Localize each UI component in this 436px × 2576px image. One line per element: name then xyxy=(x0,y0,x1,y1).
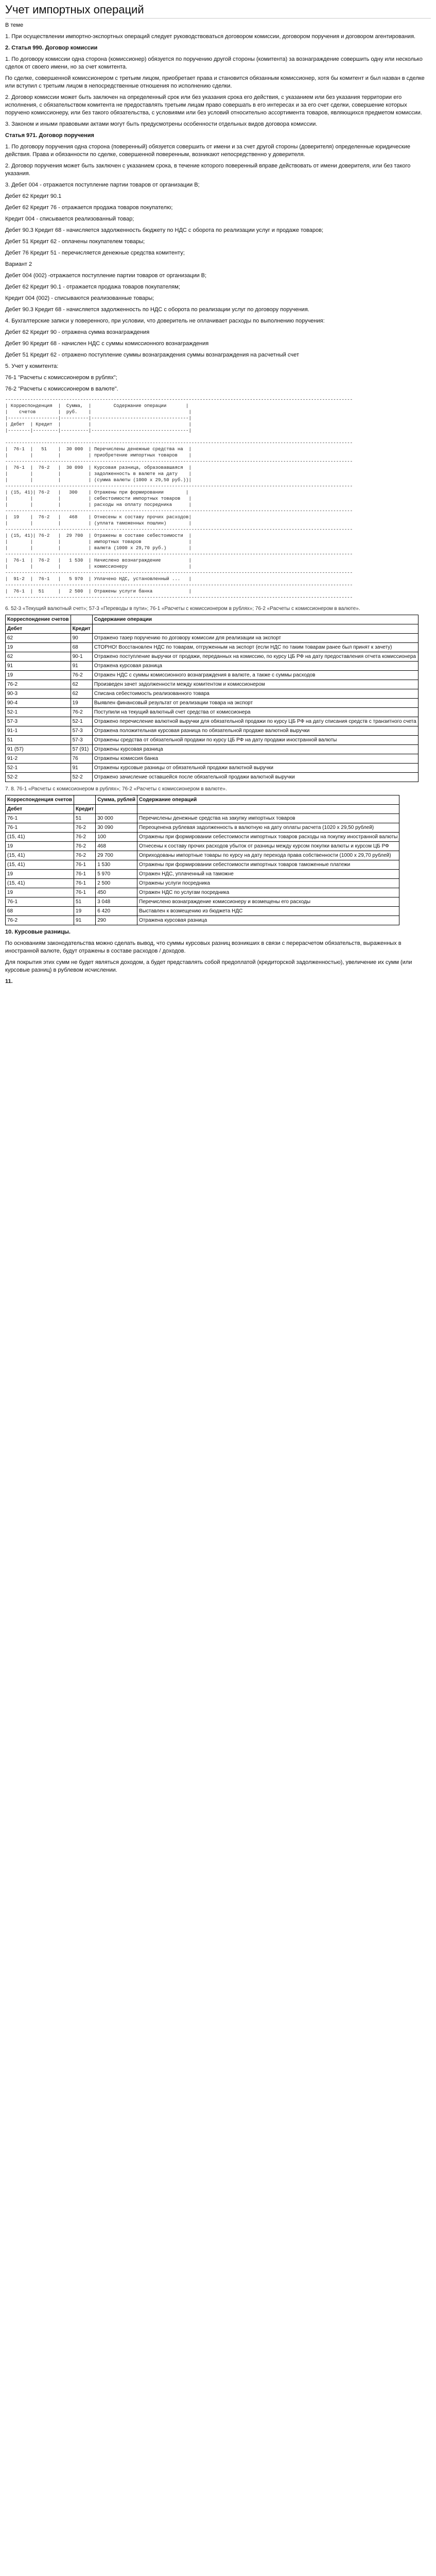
table-cell: 91 (57) xyxy=(6,745,71,754)
table-cell: 52-2 xyxy=(71,773,92,782)
table-cell: 76 xyxy=(71,754,92,764)
table-cell: Отражен НДС с суммы комиссионного вознаграждения в валюте, а также с суммы расходов xyxy=(92,671,418,680)
table-cell: 19 xyxy=(6,842,74,851)
table-row xyxy=(6,662,418,671)
table-cell: 30 090 xyxy=(96,823,137,833)
table-row xyxy=(6,708,418,717)
table-cell: Оприходованы импортные товары по курсу на дату перехода права собственности (1000 х 29,70 рублей) xyxy=(137,851,399,860)
table-cell: 76-2 xyxy=(74,842,96,851)
table-subheader xyxy=(92,624,418,634)
table-cell: 51 xyxy=(74,814,96,823)
table1-intro: 6. 52-3 «Текущий валютный счет»; 57-3 «Переводы в пути»; 76-1 «Расчеты с комиссионером в рублях»; 76-2 «Расчеты с комиссионером в валюте». xyxy=(5,606,360,612)
table-cell: 290 xyxy=(96,916,137,925)
paragraph: 5. Учет у комитента: xyxy=(5,363,59,369)
ascii-posting-table: ----------------------------------------------------------------------------------------------------------------------------- | Корреспонденция | Сумма, | Содержание операции | | счетов | руб. | | |------------------|----------|-----------------------------------| | Дебет | Кредит | | | |--------|---------|----------|-----------------------------------| ----------------------------------------------------------------------------------------------------------------------------- | 76-1 | 51 | 30 000 | Перечислены денежные средства на | | | | | приобретение импортных товаров | ----------------------------------------------------------------------------------------------------------------------------- | 76-1 | 76-2 | 30 090 | Курсовая разница, образовавшаяся | | | | | задолженность в валюте на дату | | | | | (сумма валюты (1000 х 29,50 руб.))| ----------------------------------------------------------------------------------------------------------------------------- | (15, 41)| 76-2 | 300 | Отражены при формировании | | | | | себестоимости импортных товаров | | | | | расходы на оплату посредника | ----------------------------------------------------------------------------------------------------------------------------- | 19 | 76-2 | 468 | Отнесены к составу прочих расходов| | | | | (уплата таможенных пошлин) | ----------------------------------------------------------------------------------------------------------------------------- | (15, 41)| 76-2 | 29 700 | Отражены в составе себестоимости | | | | | импортных товаров | | | | | валюта (1000 x 29,70 руб.) | ----------------------------------------------------------------------------------------------------------------------------- | 76-1 | 76-2 | 1 530 | Начислено вознаграждение | | | | | комиссионеру | ----------------------------------------------------------------------------------------------------------------------------- | 91-2 | 76-1 | 5 970 | Уплачено НДС, установленный ... | ----------------------------------------------------------------------------------------------------------------------------- | 76-1 | 51 | 2 500 | Отражены услуги банка | ----------------------------------------------------------------------------------------------------------------------------- xyxy=(5,397,353,600)
table-cell: СТОРНО! Восстановлен НДС по товарам, отгруженным на экспорт (если НДС по таким товарам ранее был принят к зачету) xyxy=(92,643,418,652)
paragraph: В теме xyxy=(5,22,24,28)
table-row xyxy=(6,764,418,773)
table-cell: Отражен НДС, уплаченный на таможне xyxy=(137,870,399,879)
table-cell: Произведен зачет задолженности между комитентом и комиссионером xyxy=(92,680,418,689)
table-cell: 62 xyxy=(71,680,92,689)
table-row xyxy=(6,643,418,652)
table-cell: (15, 41) xyxy=(6,860,74,870)
table-cell: Выявлен финансовый результат от реализации товара на экспорт xyxy=(92,699,418,708)
table-subheader: Кредит xyxy=(71,624,92,634)
document-tail xyxy=(5,928,431,986)
table-cell: Отражена положительная курсовая разница по обязательной продаже валютной выручки xyxy=(92,726,418,736)
paragraph: Дебет 62 Кредит 90.1 xyxy=(5,193,62,199)
section-heading: 10. Курсовые разницы. xyxy=(5,929,71,935)
table-cell: Отражены курсовые разницы от обязательной продажи валютной выручки xyxy=(92,764,418,773)
table-cell: 19 xyxy=(6,870,74,879)
table-cell: 52-1 xyxy=(6,708,71,717)
table-cell: 5 970 xyxy=(96,870,137,879)
table-row xyxy=(6,680,418,689)
table-cell: (15, 41) xyxy=(6,851,74,860)
table-cell: 57-3 xyxy=(6,717,71,726)
table-cell: 91 xyxy=(74,916,96,925)
paragraph: По основаниям законодательства можно сделать вывод, что суммы курсовых разниц возникших в связи с перерасчетом обязательств, выраженных в иностранной валюте, будут отражены в составе расходов / доходов. xyxy=(5,940,402,954)
table-cell: 91-2 xyxy=(6,754,71,764)
table-cell: 62 xyxy=(71,689,92,699)
table-cell: 76-2 xyxy=(74,833,96,842)
table-row xyxy=(6,870,399,879)
table-cell: Отражена курсовая разница xyxy=(92,662,418,671)
paragraph: 1. При осуществлении импортно-экспортных операций следует руководствоваться договором комиссии, договором поручения и договором агентирования. xyxy=(5,33,416,40)
table-cell: 76-1 xyxy=(6,814,74,823)
table-row xyxy=(6,823,399,833)
table-header: Содержание операций xyxy=(137,795,399,805)
table-cell: Отражены при формировании себестоимости импортных товаров расходы на покупку иностранной валюты xyxy=(137,833,399,842)
table-row xyxy=(6,888,399,897)
page-title: Учет импортных операций xyxy=(5,3,431,19)
table-cell: 19 xyxy=(6,888,74,897)
table-row xyxy=(6,754,418,764)
table-cell: (15, 41) xyxy=(6,833,74,842)
table-row xyxy=(6,671,418,680)
table-cell: Отражены комиссия банка xyxy=(92,754,418,764)
table-row xyxy=(6,814,399,823)
table-cell: Отражены средства от обязательной продажи по курсу ЦБ РФ на дату продажи иностранной валюты xyxy=(92,736,418,745)
paragraph: 76-2 "Расчеты с комиссионером в валюте". xyxy=(5,386,118,392)
table-cell: 29 700 xyxy=(96,851,137,860)
paragraph: Вариант 2 xyxy=(5,261,32,267)
table-cell: 90-1 xyxy=(71,652,92,662)
section-heading: Статья 971. Договор поручения xyxy=(5,132,94,139)
table-row xyxy=(6,699,418,708)
table-cell: Отражено поступление выручки от продажи, переданных на комиссию, по курсу ЦБ РФ на дату предоставления отчета комиссионера xyxy=(92,652,418,662)
table-cell: 62 xyxy=(6,634,71,643)
table-cell: 62 xyxy=(6,652,71,662)
paragraph: Кредит 004 - списывается реализованный товар; xyxy=(5,216,134,222)
document-page xyxy=(0,0,436,986)
table-cell: 76-2 xyxy=(74,851,96,860)
table-subheader xyxy=(96,805,137,814)
paragraph: Дебет 90.3 Кредит 68 - начисляется задолженность бюджету по НДС с оборота по реализации услуг и продаже товаров; xyxy=(5,227,324,233)
table-cell: 76-1 xyxy=(74,879,96,888)
paragraph: Дебет 51 Кредит 62 - оплачены покупателем товары; xyxy=(5,239,145,245)
table-row xyxy=(6,773,418,782)
table-cell: 57-3 xyxy=(71,736,92,745)
table-header: Сумма, рублей xyxy=(96,795,137,805)
paragraph: Для покрытия этих сумм не будет являться доходом, а будет представлять собой предоплатой (кредиторской задолженностью), увеличение их сумм (или курсовые разниц) в рублевом исчислении. xyxy=(5,959,412,973)
table-cell: 468 xyxy=(96,842,137,851)
table-cell: Отнесены к составу прочих расходов убыток от разницы между курсом покупки валюты и курсом ЦБ РФ xyxy=(137,842,399,851)
paragraph: Дебет 76 Кредит 51 - перечисляется денежные средства комитенту; xyxy=(5,250,185,256)
table-cell: Отражены при формировании себестоимости импортных товаров таможенные платежи xyxy=(137,860,399,870)
table-cell: Отражена курсовая разница xyxy=(137,916,399,925)
table-cell: 68 xyxy=(71,643,92,652)
table-header xyxy=(74,795,96,805)
table-cell: 51 xyxy=(74,897,96,907)
table-cell: 19 xyxy=(6,671,71,680)
table-cell: 1 530 xyxy=(96,860,137,870)
table-cell: 76-1 xyxy=(74,870,96,879)
table-row xyxy=(6,726,418,736)
document-body xyxy=(5,22,431,393)
table-cell: Выставлен к возмещению из бюджета НДС xyxy=(137,907,399,916)
table-header: Корреспондение счетов xyxy=(6,615,71,624)
table-cell: 57 (91) xyxy=(71,745,92,754)
table-cell: 68 xyxy=(6,907,74,916)
paragraph: Дебет 62 Кредит 90 - отражена сумма вознаграждения xyxy=(5,329,150,335)
postings-table-export xyxy=(5,615,418,782)
table-subheader: Дебет xyxy=(6,624,71,634)
postings-table-import xyxy=(5,795,399,925)
table-row xyxy=(6,745,418,754)
table-cell: 51 xyxy=(6,736,71,745)
table-row xyxy=(6,717,418,726)
table-cell: 30 000 xyxy=(96,814,137,823)
table-cell: 76-1 xyxy=(6,897,74,907)
table-cell: 90 xyxy=(71,634,92,643)
paragraph: Кредит 004 (002) - списываются реализованные товары; xyxy=(5,295,154,301)
paragraph: Дебет 62 Кредит 76 - отражается продажа товаров покупателю; xyxy=(5,205,173,211)
table-cell: 76-2 xyxy=(71,708,92,717)
table-row xyxy=(6,916,399,925)
table-subheader xyxy=(137,805,399,814)
table2-intro: 7. 8. 76-1 «Расчеты с комиссионером в рублях»; 76-2 «Расчеты с комиссионером в валюте». xyxy=(5,786,227,792)
table-cell: 19 xyxy=(74,907,96,916)
paragraph: Дебет 62 Кредит 90.1 - отражается продажа товаров покупателям; xyxy=(5,284,180,290)
table-cell: Поступили на текущий валютный счет средства от комиссионера xyxy=(92,708,418,717)
table-subheader: Дебет xyxy=(6,805,74,814)
paragraph: Дебет 90.3 Кредит 68 - начисляется задолженность по НДС с оборота по реализации услуг по договору поручения. xyxy=(5,307,309,313)
table-row xyxy=(6,842,399,851)
table-cell: 100 xyxy=(96,833,137,842)
table-cell: Отражено тазер поручению по договору комиссии для реализации на экспорт xyxy=(92,634,418,643)
table-cell: 76-2 xyxy=(71,671,92,680)
table-cell: 90-3 xyxy=(6,689,71,699)
table-cell: 90-4 xyxy=(6,699,71,708)
table-row xyxy=(6,736,418,745)
table-cell: 3 048 xyxy=(96,897,137,907)
table-header: Корреспонденция счетов xyxy=(6,795,74,805)
table-cell: 6 420 xyxy=(96,907,137,916)
table-cell: 52-2 xyxy=(6,773,71,782)
paragraph: 2. Договор поручения может быть заключен с указанием срока, в течение которого поверенный вправе действовать от имени доверителя, или без такого указания. xyxy=(5,163,411,177)
paragraph: Дебет 51 Кредит 62 - отражено поступление суммы вознаграждения суммы вознаграждения на расчетный счет xyxy=(5,352,299,358)
table-cell: 450 xyxy=(96,888,137,897)
table-cell: (15, 41) xyxy=(6,879,74,888)
table-cell: 76-2 xyxy=(6,680,71,689)
paragraph: Дебет 90 Кредит 68 - начислен НДС с суммы комиссионного вознаграждения xyxy=(5,341,209,347)
table-row xyxy=(6,879,399,888)
paragraph: 1. По договору комиссии одна сторона (комиссионер) обязуется по поручению другой стороны (комитента) за вознаграждение совершить одну или несколько сделок от своего имени, но за счет комитента. xyxy=(5,56,423,70)
table-cell: Отражено зачисление оставшейся после обязательной продажи валютной выручки xyxy=(92,773,418,782)
table-cell: 19 xyxy=(6,643,71,652)
table-cell: 52-1 xyxy=(6,764,71,773)
table-row xyxy=(6,652,418,662)
table-cell: 76-2 xyxy=(74,823,96,833)
table-cell: 91 xyxy=(6,662,71,671)
table-cell: 76-1 xyxy=(74,888,96,897)
table-row xyxy=(6,833,399,842)
table-cell: Перечислены денежные средства на закупку импортных товаров xyxy=(137,814,399,823)
table-cell: 91 xyxy=(71,662,92,671)
table-cell: 2 500 xyxy=(96,879,137,888)
table-row xyxy=(6,851,399,860)
table-cell: 52-1 xyxy=(71,717,92,726)
table-cell: Отражен НДС по услугам посредника xyxy=(137,888,399,897)
paragraph: 3. Дебет 004 - отражается поступление партии товаров от организации В; xyxy=(5,182,200,188)
table-cell: 76-1 xyxy=(74,860,96,870)
table-subheader: Кредит xyxy=(74,805,96,814)
table-row xyxy=(6,897,399,907)
table-cell: Отражены услуги посредника xyxy=(137,879,399,888)
paragraph: 76-1 "Расчеты с комиссионером в рублях"; xyxy=(5,375,117,381)
table-header xyxy=(71,615,92,624)
table-row xyxy=(6,634,418,643)
table-cell: Отражены курсовая разница xyxy=(92,745,418,754)
table-row xyxy=(6,907,399,916)
table-cell: 57-3 xyxy=(71,726,92,736)
table-header: Содержание операции xyxy=(92,615,418,624)
table-cell: Переоценена рублевая задолженность в валютную на дату оплаты расчета (1020 х 29,50 рублей) xyxy=(137,823,399,833)
table-cell: 19 xyxy=(71,699,92,708)
table-cell: Отражено перечисление валютной выручки для обязательной продажи по курсу ЦБ РФ на дату списания средств с транзитного счета xyxy=(92,717,418,726)
paragraph: 4. Бухгалтерские записи у поверенного, при условии, что доверитель не оплачивает расходы по выполнению поручения: xyxy=(5,318,325,324)
paragraph: Дебет 004 (002) -отражается поступление партии товаров от организации В; xyxy=(5,273,207,279)
table-row xyxy=(6,689,418,699)
table-cell: 91 xyxy=(71,764,92,773)
table-cell: 76-2 xyxy=(6,916,74,925)
paragraph: 1. По договору поручения одна сторона (поверенный) обязуется совершить от имени и за счет другой стороны (доверителя) определенные юридические действия. Права и обязанности по сделке, совершенной поверенным, возникают непосредственно у доверителя. xyxy=(5,144,410,158)
table-cell: 76-1 xyxy=(6,823,74,833)
table-cell: Перечислено вознаграждение комиссионеру и возмещены его расходы xyxy=(137,897,399,907)
paragraph: 2. Договор комиссии может быть заключен на определенный срок или без указания срока его действия, с указанием или без указания территории его исполнения, с обязательством комитента не предоставлять третьим лицам право совершать в его интересах и за его счет сделки, совершение которых поручено комиссионеру, или без такого обязательства, с условиями или без условий относительно ассортимента товаров, являющихся предметом комиссии. xyxy=(5,94,422,116)
section-heading: 11. xyxy=(5,978,13,985)
paragraph: 3. Законом и иными правовыми актами могут быть предусмотрены особенности отдельных видов договора комиссии. xyxy=(5,121,318,127)
paragraph: По сделке, совершенной комиссионером с третьим лицом, приобретает права и становится обязанным комиссионер, хотя бы комитент и был назван в сделке или вступил с третьим лицом в непосредственные отношения по исполнению сделки. xyxy=(5,75,425,89)
table-cell: 91-1 xyxy=(6,726,71,736)
table-cell: Списана себестоимость реализованного товара xyxy=(92,689,418,699)
table-row xyxy=(6,860,399,870)
section-heading: 2. Статья 990. Договор комиссии xyxy=(5,45,98,51)
